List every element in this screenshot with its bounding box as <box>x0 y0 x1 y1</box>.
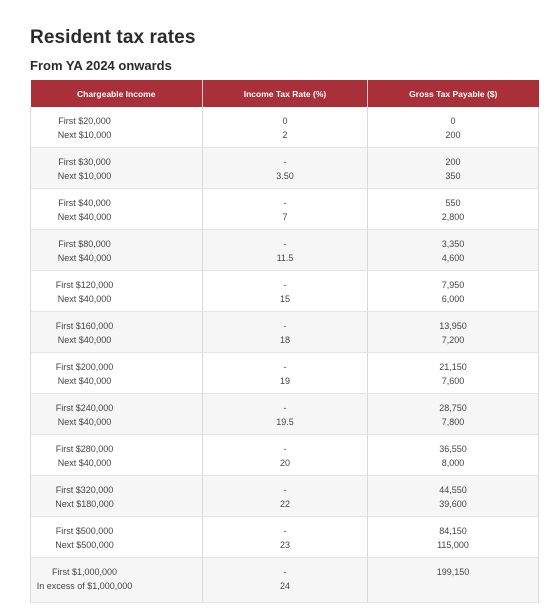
tax-cell <box>368 476 539 517</box>
rate-line: - <box>283 444 287 454</box>
tax-cell <box>368 230 539 271</box>
table-row <box>31 476 539 517</box>
rate-line: 24 <box>279 581 290 591</box>
income-line: First $80,000 <box>58 239 111 249</box>
tax-line: 200 <box>445 130 461 140</box>
table-row <box>31 148 539 189</box>
rate-line: - <box>283 567 287 577</box>
header-gross-tax-payable: Gross Tax Payable ($) <box>368 80 539 107</box>
tax-line: 44,550 <box>439 485 467 495</box>
rate-cell <box>203 558 368 603</box>
income-line: First $200,000 <box>55 362 114 372</box>
income-line: Next $40,000 <box>57 253 112 263</box>
tax-line: 4,600 <box>441 253 465 263</box>
rate-cell <box>203 271 368 312</box>
table-body <box>31 107 539 603</box>
income-line: Next $40,000 <box>57 294 112 304</box>
tax-line: 7,600 <box>441 376 465 386</box>
income-cell <box>31 476 203 517</box>
rate-line: 18 <box>279 335 290 345</box>
rate-cell <box>203 353 368 394</box>
tax-line: 84,150 <box>439 526 467 536</box>
income-line: First $320,000 <box>55 485 114 495</box>
tax-line: 7,200 <box>441 335 465 345</box>
rate-cell <box>203 312 368 353</box>
rate-line: 23 <box>279 540 290 550</box>
tax-line: 115,000 <box>437 540 469 550</box>
income-line: In excess of $1,000,000 <box>36 581 133 591</box>
tax-line: 8,000 <box>441 458 465 468</box>
income-cell <box>31 517 203 558</box>
table-row <box>31 394 539 435</box>
table-row <box>31 312 539 353</box>
header-row <box>31 80 539 107</box>
tax-cell <box>368 107 539 148</box>
rate-line: 15 <box>279 294 290 304</box>
tax-line: 21,150 <box>439 362 467 372</box>
tax-line: 350 <box>445 171 461 181</box>
rate-line: - <box>283 157 287 167</box>
income-line: First $500,000 <box>55 526 114 536</box>
rate-line: - <box>283 362 287 372</box>
income-line: Next $10,000 <box>57 171 112 181</box>
income-cell <box>31 558 203 603</box>
table-row <box>31 107 539 148</box>
tax-cell <box>368 312 539 353</box>
tax-cell <box>368 353 539 394</box>
income-cell <box>31 148 203 189</box>
header-income-tax-rate: Income Tax Rate (%) <box>203 80 368 107</box>
page-subtitle: From YA 2024 onwards <box>30 58 172 73</box>
header-chargeable-income: Chargeable Income <box>31 80 203 107</box>
tax-line: 550 <box>445 198 461 208</box>
tax-line: 2,800 <box>441 212 465 222</box>
tax-cell <box>368 394 539 435</box>
income-cell <box>31 189 203 230</box>
table-row <box>31 558 539 603</box>
rate-line: 19.5 <box>276 417 294 427</box>
rate-cell <box>203 230 368 271</box>
rate-line: 0 <box>282 116 288 126</box>
rate-line: - <box>283 403 287 413</box>
income-line: First $120,000 <box>55 280 114 290</box>
income-line: Next $40,000 <box>57 417 112 427</box>
rate-line: - <box>283 239 287 249</box>
income-cell <box>31 271 203 312</box>
tax-line: 7,800 <box>441 417 465 427</box>
rate-cell <box>203 517 368 558</box>
rate-line: 7 <box>282 212 288 222</box>
rate-cell <box>203 107 368 148</box>
rate-cell <box>203 189 368 230</box>
tax-line: 39,600 <box>439 499 467 509</box>
rate-line: 22 <box>279 499 290 509</box>
rate-line: - <box>283 321 287 331</box>
tax-line: 0 <box>450 116 456 126</box>
table-row <box>31 189 539 230</box>
income-cell <box>31 107 203 148</box>
tax-line: 199,150 <box>436 567 470 577</box>
rate-cell <box>203 435 368 476</box>
tax-cell <box>368 517 539 558</box>
tax-line: 28,750 <box>439 403 467 413</box>
income-line: Next $40,000 <box>57 212 112 222</box>
income-line: First $280,000 <box>55 444 114 454</box>
rate-line: 19 <box>279 376 290 386</box>
income-line: First $30,000 <box>58 157 111 167</box>
rate-line: - <box>283 198 287 208</box>
rate-line: 20 <box>279 458 290 468</box>
tax-cell <box>368 271 539 312</box>
tax-line: 7,950 <box>441 280 465 290</box>
income-line: Next $180,000 <box>55 499 114 509</box>
rate-cell <box>203 394 368 435</box>
tax-cell <box>368 558 539 603</box>
income-line: Next $500,000 <box>55 540 114 550</box>
income-cell <box>31 312 203 353</box>
tax-line: 36,550 <box>439 444 467 454</box>
income-line: Next $40,000 <box>57 376 112 386</box>
tax-cell <box>368 189 539 230</box>
tax-line: 3,350 <box>441 239 465 249</box>
tax-rates-table <box>30 80 539 603</box>
table-row <box>31 517 539 558</box>
rate-line: - <box>283 526 287 536</box>
tax-line: 200 <box>445 157 461 167</box>
income-cell <box>31 394 203 435</box>
income-cell <box>31 230 203 271</box>
rate-cell <box>203 148 368 189</box>
table-row <box>31 230 539 271</box>
income-line: Next $10,000 <box>57 130 112 140</box>
rate-line: - <box>283 280 287 290</box>
tax-line: 6,000 <box>441 294 465 304</box>
income-line: Next $40,000 <box>57 458 112 468</box>
rate-cell <box>203 476 368 517</box>
income-cell <box>31 353 203 394</box>
income-line: First $160,000 <box>55 321 114 331</box>
tax-cell <box>368 435 539 476</box>
rate-line: 3.50 <box>276 171 294 181</box>
table-row <box>31 353 539 394</box>
table-header <box>31 80 539 107</box>
income-line: First $40,000 <box>58 198 111 208</box>
page-title: Resident tax rates <box>30 27 196 48</box>
income-line: Next $40,000 <box>57 335 112 345</box>
rate-line: 11.5 <box>276 253 294 263</box>
rate-line: - <box>283 485 287 495</box>
tax-line: 13,950 <box>439 321 467 331</box>
income-line: First $240,000 <box>55 403 114 413</box>
income-cell <box>31 435 203 476</box>
rate-line: 2 <box>282 130 288 140</box>
table-row <box>31 271 539 312</box>
table-row <box>31 435 539 476</box>
income-line: First $20,000 <box>58 116 111 126</box>
tax-cell <box>368 148 539 189</box>
income-line: First $1,000,000 <box>51 567 118 577</box>
